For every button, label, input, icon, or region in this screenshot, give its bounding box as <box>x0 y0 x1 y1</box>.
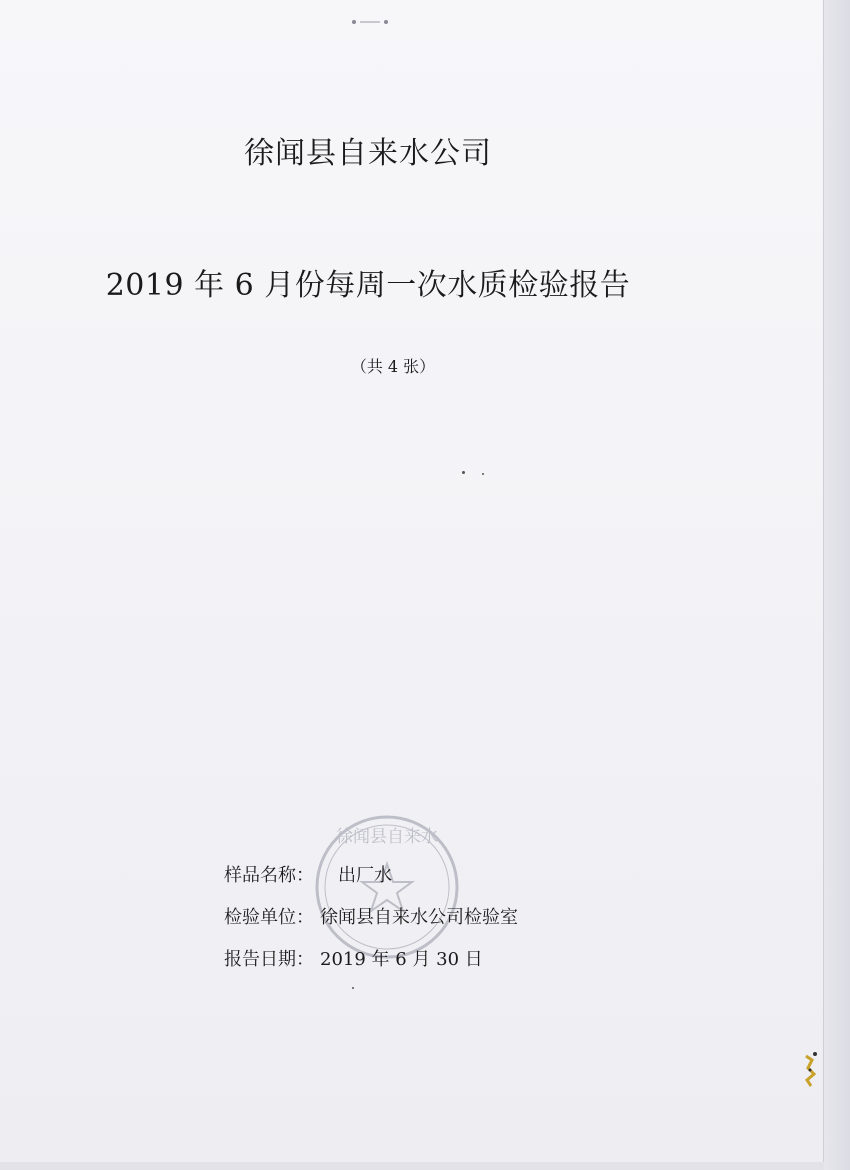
corner-stain <box>798 1050 820 1090</box>
report-title: 2019 年 6 月份每周一次水质检验报告 <box>105 268 631 303</box>
seal-text: 徐闻县自来水 <box>336 827 438 847</box>
info-block <box>224 853 518 979</box>
page-count: （共 4 张） <box>350 357 436 376</box>
binding-mark <box>350 16 390 28</box>
testing-unit-value: 徐闻县自来水公司检验室 <box>320 907 518 928</box>
info-row-sample-name <box>224 853 518 895</box>
sample-name-value: 出厂水 <box>338 865 392 886</box>
info-row-report-date <box>224 937 518 979</box>
report-date-label: 报告日期： <box>224 949 314 970</box>
company-title: 徐闻县自来水公司 <box>244 136 492 171</box>
paper-speck <box>462 471 465 474</box>
testing-unit-label: 检验单位： <box>224 907 314 928</box>
info-row-testing-unit <box>224 895 518 937</box>
sample-name-label: 样品名称： <box>224 865 314 886</box>
paper-speck <box>482 473 484 475</box>
scan-edge-bottom <box>0 1162 824 1170</box>
report-date-value: 2019 年 6 月 30 日 <box>320 949 483 970</box>
paper-speck <box>352 987 354 989</box>
scan-edge-right <box>823 0 850 1170</box>
